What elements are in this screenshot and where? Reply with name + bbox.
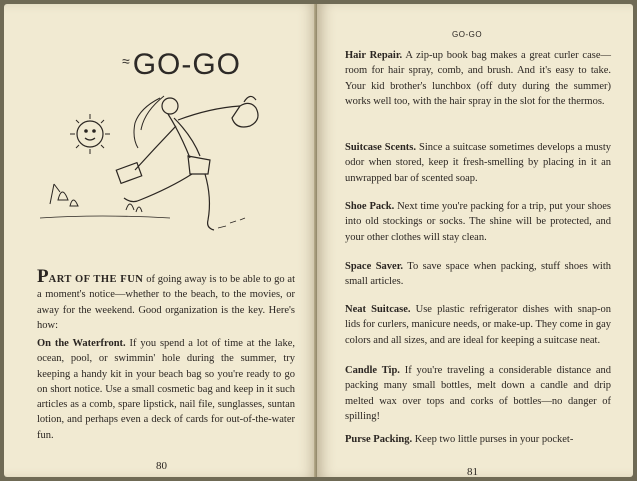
section-purse-packing (345, 432, 611, 447)
section-text: Use plastic refrigerator dishes with snap-on lids for curlers, manicure needs, or make-up. They come in gay colors and all sizes, and are ideal for keeping a suitcase neat. (345, 304, 612, 346)
section-shoe-pack (345, 199, 611, 245)
section-heading: On the Waterfront. (37, 338, 126, 349)
running-head: GO-GO (452, 30, 483, 39)
intro-text: of going away is to be able to go at a moment's notice—whether to the beach, to the movies, or away for the weekend. Good organization is the key. Here's how: (37, 274, 296, 331)
section-candle-tip (345, 363, 611, 424)
running-girl-illustration (40, 78, 300, 243)
left-page (4, 4, 317, 477)
page-number-left: 80 (156, 460, 167, 472)
section-heading: Neat Suitcase. (345, 304, 411, 315)
section-text: If you spend a lot of time at the lake, ocean, pool, or swimmin' hole during the summer, try keeping a handy kit in your beach bag so you're ready to go on short notice. Use a small cosmetic bag and keep in it such articles as a comb, spare lipstick, nail file, sunglasses, suntan lotion, and perhaps even a deck of cards for out-of-the-water fun. (37, 338, 295, 441)
section-text: Next time you're packing for a trip, put your shoes into old stockings or socks. The shine will be protected, and your other clothes will stay clean. (345, 201, 611, 243)
section-text: Since a suitcase sometimes develops a musty odor when stored, keep it fresh-smelling by placing in it an unwrapped bar of scented soap. (345, 142, 612, 184)
section-text: To save space when packing, stuff shoes with small articles. (345, 261, 612, 288)
section-heading: Suitcase Scents. (345, 142, 416, 153)
section-heading: Hair Repair. (345, 50, 403, 61)
section-heading: Shoe Pack. (345, 201, 395, 212)
chapter-title (122, 48, 241, 82)
section-heading: Purse Packing. (345, 434, 413, 445)
title-flourish: ≈ (122, 53, 131, 69)
intro-paragraph (37, 266, 296, 333)
section-heading: Candle Tip. (345, 365, 400, 376)
section-waterfront (37, 336, 295, 443)
section-hair-repair (345, 48, 611, 109)
section-suitcase-scents (345, 140, 611, 186)
section-text: If you're traveling a considerable distance and packing many small bottles, melt down a candle and drip melted wax over tops and corks of bottles—no danger of spilling! (345, 365, 611, 422)
section-heading: Space Saver. (345, 261, 404, 272)
chapter-title-text: GO-GO (132, 48, 242, 81)
section-space-saver (345, 259, 611, 290)
section-text: Keep two little purses in your pocket- (414, 434, 574, 445)
section-neat-suitcase (345, 302, 611, 348)
drop-cap: P (37, 266, 49, 287)
page-number-right: 81 (467, 466, 478, 478)
intro-small-caps: ART OF THE FUN (48, 274, 144, 285)
section-text: A zip-up book bag makes a great curler case—room for hair spray, comb, and brush. And it's easy to take. Your kid brother's lunchbox (off duty during the summer) works well too, with the hair spray in the slot for the thermos. (345, 50, 612, 107)
right-page (317, 4, 633, 477)
